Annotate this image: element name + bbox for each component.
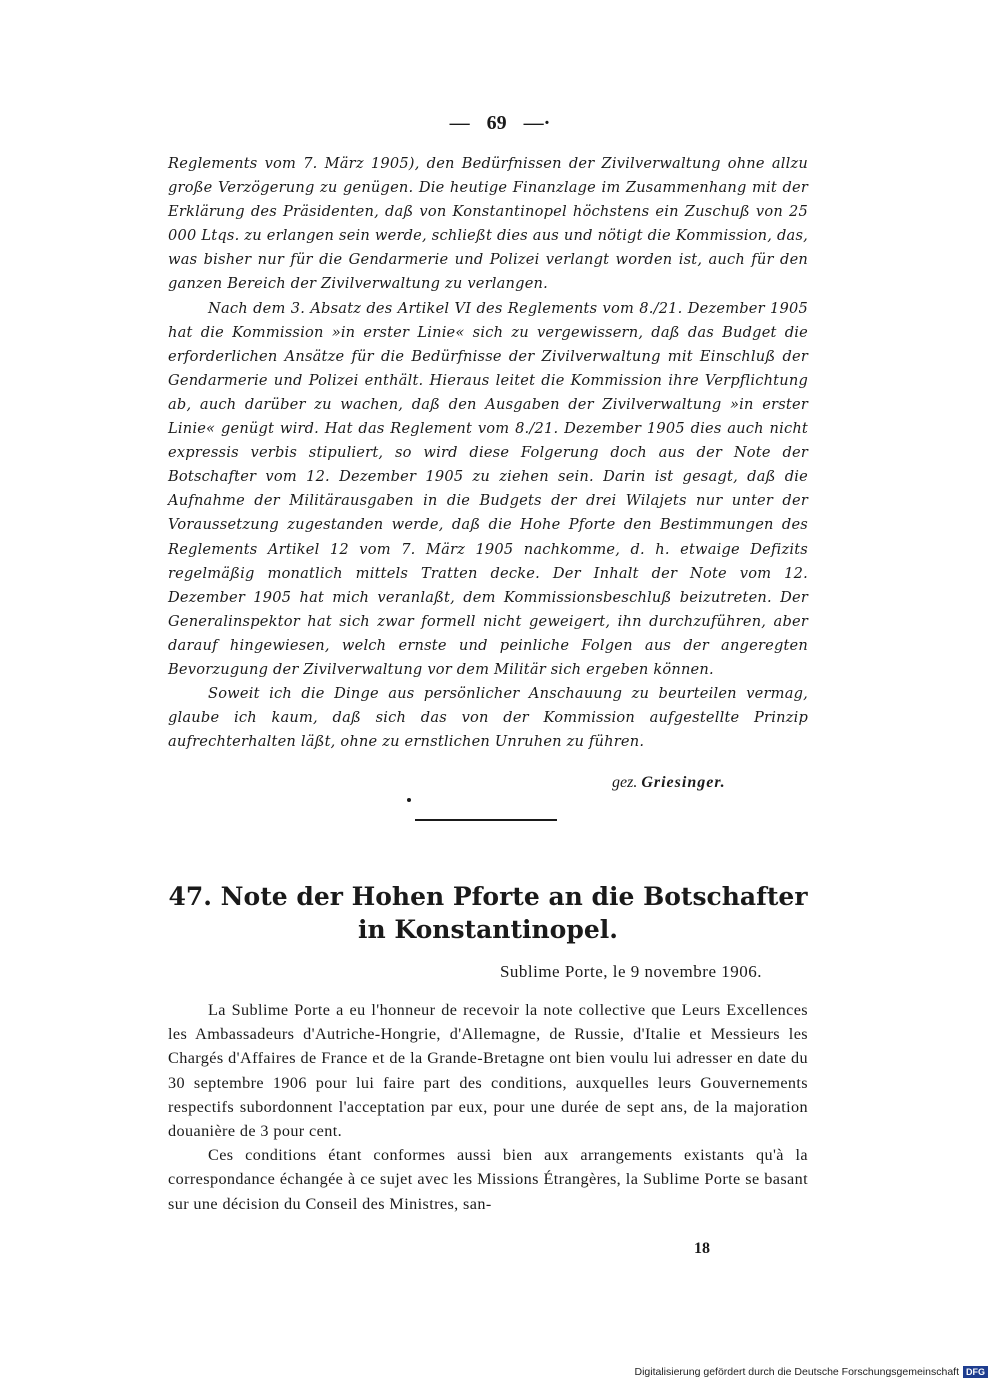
digitization-footer: [634, 1366, 988, 1378]
german-text: [168, 152, 808, 754]
signature-name: Griesinger.: [641, 774, 726, 791]
stray-dot: [407, 798, 411, 802]
french-paragraph-2: Ces conditions étant conformes aussi bien aux arrangements existants qu'à la correspondance échangée à ce sujet avec les Missions Étrangères, la Sublime Porte se basant sur une décision du Conseil des Ministres, san-: [168, 1146, 808, 1213]
signature: gez. Griesinger.: [612, 774, 726, 791]
section-heading-line-2: in Konstantinopel.: [358, 915, 618, 944]
dfg-logo: DFG: [963, 1366, 988, 1378]
sheet-signature-mark: 18: [694, 1240, 710, 1257]
german-paragraph-1: Reglements vom 7. März 1905), den Bedürfnissen der Zivilverwaltung ohne allzu große Verzögerung zu genügen. Die heutige Finanzlage im Zusammenhang mit der Erklärung des Präsidenten, daß von Konstantinopel höchstens ein Zuschuß von 25 000 Ltqs. zu erlangen sein werde, schließt dies aus und nötigt die Kommission, das, was bisher nur für die Gendarmerie und Polizei verlangt worden ist, auch für den ganzen Bereich der Zivilverwaltung zu verlangen.: [168, 155, 808, 293]
french-text: [168, 998, 808, 1216]
page-number: — 69 —·: [449, 112, 551, 134]
section-heading: [168, 880, 808, 946]
section-heading-line-1: 47. Note der Hohen Pforte an die Botschafter: [168, 882, 808, 911]
dateline: Sublime Porte, le 9 novembre 1906.: [499, 962, 762, 981]
section-divider: [415, 819, 557, 821]
french-paragraph-1: La Sublime Porte a eu l'honneur de recevoir la note collective que Leurs Excellences les Ambassadeurs d'Autriche-Hongrie, d'Allemagne, de Russie, d'Italie et Messieurs les Chargés d'Affaires de France et de la Grande-Bretagne ont bien voulu lui adresser en date du 30 septembre 1906 pour lui faire part des conditions, auxquelles leurs Gouvernements respectifs subordonnent l'acceptation par eux, pour une durée de sept ans, de la majoration douanière de 3 pour cent.: [168, 1001, 808, 1141]
german-paragraph-2: Nach dem 3. Absatz des Artikel VI des Reglements vom 8./21. Dezember 1905 hat die Kommission »in erster Linie« sich zu vergewissern, daß das Budget die erforderlichen Ansätze für die Bedürfnisse der Zivilverwaltung mit Einschluß der Gendarmerie und Polizei enthält. Hieraus leitet die Kommission ihre Verpflichtung ab, auch darüber zu wachen, daß den Ausgaben der Zivilverwaltung »in erster Linie« genügt wird. Hat das Reglement vom 8./21. Dezember 1905 dies auch nicht expressis verbis stipuliert, so wird diese Folgerung doch aus der Note der Botschafter vom 12. Dezember 1905 zu ziehen sein. Darin ist gesagt, daß die Aufnahme der Militärausgaben in die Budgets der drei Wilajets nur unter der Voraussetzung zugestanden werde, daß die Hohe Pforte den Bestimmungen des Reglements Artikel 12 vom 7. März 1905 nachkomme, d. h. etwaige Defizits regelmäßig monatlich mittels Tratten decke. Der Inhalt der Note vom 12. Dezember 1905 hat mich veranlaßt, dem Kommissionsbeschluß beizutreten. Der Generalinspektor hat sich zwar formell nicht geweigert, ihn durchzuführen, aber darauf hingewiesen, welch ernste und peinliche Folgen aus der angeregten Bevorzugung der Zivilverwaltung vor dem Militär sich ergeben können.: [168, 299, 808, 678]
footer-text: Digitalisierung gefördert durch die Deutsche Forschungsgemeinschaft: [634, 1366, 959, 1378]
german-paragraph-3: Soweit ich die Dinge aus persönlicher Anschauung zu beurteilen vermag, glaube ich kaum, daß sich das von der Kommission aufgestellte Prinzip aufrechterhalten läßt, ohne zu ernstlichen Unruhen zu führen.: [168, 685, 808, 751]
